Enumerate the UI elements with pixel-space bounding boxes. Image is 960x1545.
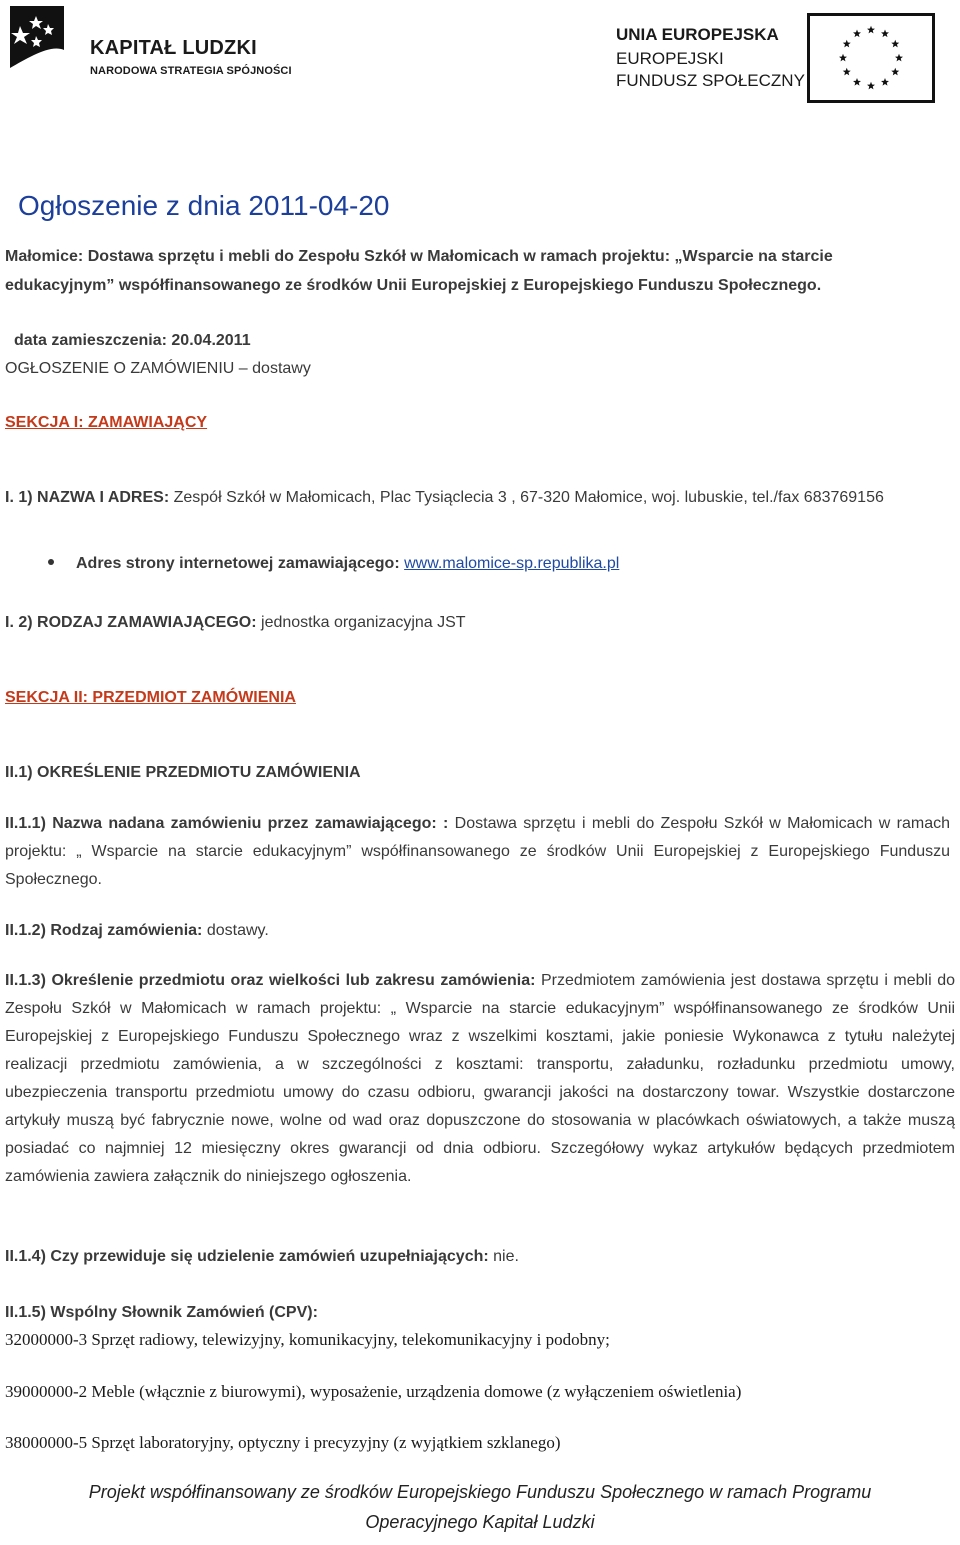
s1-1-text: Zespół Szkół w Małomicach, Plac Tysiąclecia 3 , 67-320 Małomice, woj. lubuskie, tel./fax 683769156 (169, 489, 884, 506)
s1-2-text: jednostka organizacyjna JST (256, 614, 466, 631)
cpv-item: 32000000-3 Sprzęt radiowy, telewizyjny, komunikacyjny, telekomunikacyjny i podobny; (5, 1330, 610, 1349)
s2-1-4-text: nie. (488, 1248, 519, 1265)
eu-logo-line3: FUNDUSZ SPOŁECZNY (616, 71, 805, 90)
eu-logo-line1: UNIA EUROPEJSKA (616, 25, 779, 44)
s1-1-label: I. 1) NAZWA I ADRES: (5, 489, 170, 506)
cpv-item: 39000000-2 Meble (włącznie z biurowymi), wyposażenie, urządzenia domowe (z wyłączeniem oświetlenia) (5, 1382, 742, 1401)
intro-text: Małomice: Dostawa sprzętu i mebli do Zespołu Szkół w Małomicach w ramach projektu: „Wsparcie na starcie edukacyjnym” współfinansowanego ze środków Unii Europejskiej z Europejskiego Funduszu Społecznego. (5, 248, 833, 294)
section1-heading: SEKCJA I: ZAMAWIAJĄCY (5, 414, 208, 431)
footer-line2: Operacyjnego Kapitał Ludzki (365, 1512, 595, 1532)
s1-2-label: I. 2) RODZAJ ZAMAWIAJĄCEGO: (5, 614, 257, 631)
eu-logo (616, 13, 946, 105)
kapital-ludzki-flag-icon (6, 4, 70, 70)
s2-1-heading: II.1) OKREŚLENIE PRZEDMIOTU ZAMÓWIENIA (5, 764, 361, 781)
s2-1-1-text: Dostawa sprzętu i mebli do Zespołu Szkół w Małomicach w ramach projektu: „ Wsparcie na starcie edukacyjnym” współfinansowanego ze środków Unii Europejskiej z Europejskiego Funduszu Społecznego. (5, 815, 951, 888)
cpv-item: 38000000-5 Sprzęt laboratoryjny, optyczny i precyzyjny (z wyjątkiem szklanego) (5, 1433, 561, 1452)
s2-1-4-label: II.1.4) Czy przewiduje się udzielenie zamówień uzupełniających: (5, 1248, 489, 1265)
s2-1-3-label: II.1.3) Określenie przedmiotu oraz wielkości lub zakresu zamówienia: (5, 972, 536, 989)
s2-1-5-label: II.1.5) Wspólny Słownik Zamówień (CPV): (5, 1304, 318, 1321)
bullet-icon (48, 559, 54, 565)
website-label: Adres strony internetowej zamawiającego: (76, 555, 400, 572)
kapital-ludzki-logo (6, 4, 296, 90)
section2-heading: SEKCJA II: PRZEDMIOT ZAMÓWIENIA (5, 689, 296, 706)
s2-1-2-paragraph (5, 917, 269, 945)
s2-1-1-paragraph (5, 810, 950, 894)
s2-1-1-label: II.1.1) Nazwa nadana zamówieniu przez zamawiającego: : (5, 815, 449, 832)
s2-1-2-text: dostawy. (202, 922, 269, 939)
website-row (48, 550, 619, 578)
s2-1-4-paragraph (5, 1243, 519, 1271)
s2-1-3-text: Przedmiotem zamówienia jest dostawa sprzętu i mebli do Zespołu Szkół w Małomicach w ramach projektu: „ Wsparcie na starcie edukacyjnym” współfinansowanego ze środków Unii Europejskiej z Europejskiego Funduszu Społecznego wraz z wszelkimi kosztami, jakie poniesie Wykonawca z tytułu należytej realizacji przedmiotu zamówienia, a w szczególności z kosztami: transportu, załadunku, rozładunku przedmiotu umowy, ubezpieczenia transportu przedmiotu umowy do czasu odbioru, gwarancji jakości na dostarczony towar. Wszystkie dostarczone artykuły muszą być fabrycznie nowe, wolne od wad oraz dopuszczone do stosowania w placówkach oświatowych, a także muszą posiadać co najmniej 12 miesięczny okres gwarancji od dnia odbioru. Szczegółowy wykaz artykułów będących przedmiotem zamówienia zawiera załącznik do niniejszego ogłoszenia. (5, 972, 955, 1185)
s1-1-paragraph (5, 484, 945, 512)
kapital-ludzki-title: KAPITAŁ LUDZKI (90, 37, 257, 59)
eu-logo-line2: EUROPEJSKI (616, 49, 724, 68)
eu-flag-icon (807, 13, 935, 103)
footer-line1: Projekt współfinansowany ze środków Europejskiego Funduszu Społecznego w ramach Programu (88, 1482, 872, 1502)
date-label: data zamieszczenia: 20.04.2011 (14, 332, 251, 349)
kapital-ludzki-subtitle: NARODOWA STRATEGIA SPÓJNOŚCI (90, 65, 292, 77)
page-title: Ogłoszenie z dnia 2011-04-20 (18, 190, 390, 221)
notice-type: OGŁOSZENIE O ZAMÓWIENIU – dostawy (5, 360, 311, 377)
website-link[interactable]: www.malomice-sp.republika.pl (404, 555, 620, 572)
s1-2-paragraph (5, 609, 466, 637)
s2-1-3-paragraph (5, 967, 955, 1191)
s2-1-2-label: II.1.2) Rodzaj zamówienia: (5, 922, 203, 939)
